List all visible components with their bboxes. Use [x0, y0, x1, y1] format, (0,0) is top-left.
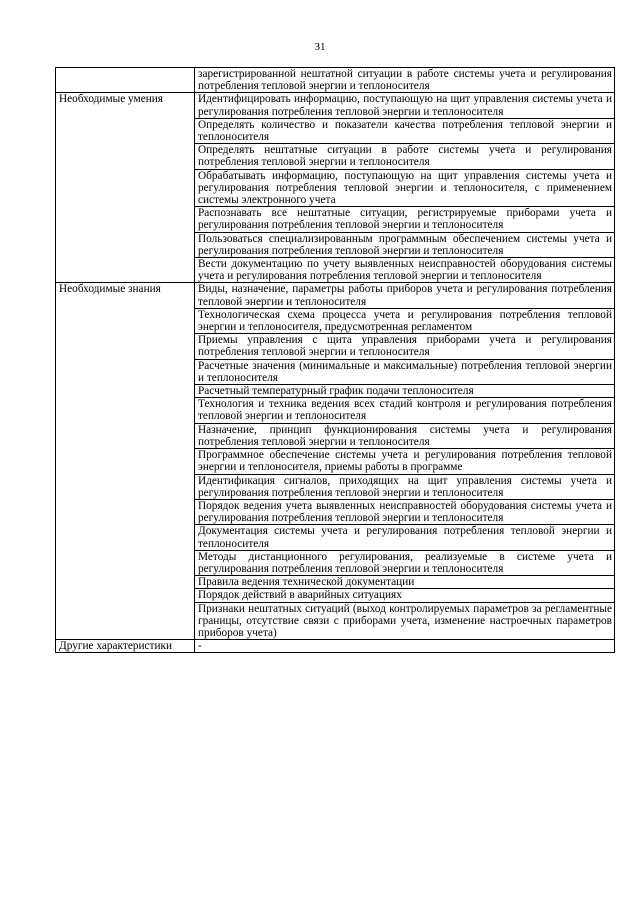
requirement-item: Назначение, принцип функционирования системы учета и регулирования потребления тепловой энергии и теплоносителя: [195, 423, 615, 448]
requirement-item: Приемы управления с щита управления приборами учета и регулирования потребления тепловой энергии и теплоносителя: [195, 334, 615, 359]
requirement-item: Расчетный температурный график подачи теплоносителя: [195, 385, 615, 398]
characteristics-table-body: [56, 68, 615, 653]
requirement-item: Определять количество и показатели качества потребления тепловой энергии и теплоносителя: [195, 118, 615, 143]
requirement-item: Порядок действий в аварийных ситуациях: [195, 589, 615, 602]
requirement-item: Документация системы учета и регулирования потребления тепловой энергии и теплоносителя: [195, 525, 615, 550]
requirement-item: Правила ведения технической документации: [195, 576, 615, 589]
requirement-item: -: [195, 640, 615, 653]
row-label: [56, 68, 195, 93]
requirement-item: Программное обеспечение системы учета и регулирования потребления тепловой энергии и теплоносителя, приемы работы в программе: [195, 449, 615, 474]
row-label: Другие характеристики: [56, 640, 195, 653]
requirement-item: Обрабатывать информацию, поступающую на щит управления системы учета и регулирования потребления тепловой энергии и теплоносителя, с применением системы электронного учета: [195, 169, 615, 207]
requirement-item: Виды, назначение, параметры работы приборов учета и регулирования потребления тепловой энергии и теплоносителя: [195, 283, 615, 308]
requirement-item: Вести документацию по учету выявленных неисправностей оборудования системы учета и регулирования потребления тепловой энергии и теплоносителя: [195, 258, 615, 283]
requirement-item: Идентификация сигналов, приходящих на щит управления системы учета и регулирования потребления тепловой энергии и теплоносителя: [195, 474, 615, 499]
requirement-item: Пользоваться специализированным программным обеспечением системы учета и регулирования потребления тепловой энергии и теплоносителя: [195, 232, 615, 257]
requirement-item: Порядок ведения учета выявленных неисправностей оборудования системы учета и регулирования потребления тепловой энергии и теплоносителя: [195, 499, 615, 524]
row-label: Необходимые умения: [56, 93, 195, 283]
requirement-item: Признаки нештатных ситуаций (выход контролируемых параметров за регламентные границы, отсутствие связи с приборами учета, изменение настроечных параметров приборов учета): [195, 602, 615, 640]
requirement-item: Расчетные значения (минимальные и максимальные) потребления тепловой энергии и теплоносителя: [195, 359, 615, 384]
row-label: Необходимые знания: [56, 283, 195, 640]
table-row: [56, 68, 615, 93]
table-row: [56, 283, 615, 308]
requirement-item: Определять нештатные ситуации в работе системы учета и регулирования потребления тепловой энергии и теплоносителя: [195, 144, 615, 169]
requirement-item: Технологическая схема процесса учета и регулирования потребления тепловой энергии и теплоносителя, предусмотренная регламентом: [195, 308, 615, 333]
characteristics-table: [55, 67, 615, 653]
requirement-item: Распознавать все нештатные ситуации, регистрируемые приборами учета и регулирования потребления тепловой энергии и теплоносителя: [195, 207, 615, 232]
table-row: [56, 93, 615, 118]
table-row: [56, 640, 615, 653]
page-number: 31: [314, 41, 326, 53]
requirement-item: Методы дистанционного регулирования, реализуемые в системе учета и регулирования потребления тепловой энергии и теплоносителя: [195, 550, 615, 575]
requirement-item: зарегистрированной нештатной ситуации в работе системы учета и регулирования потребления тепловой энергии и теплоносителя: [195, 68, 615, 93]
requirement-item: Технология и техника ведения всех стадий контроля и регулирования потребления тепловой энергии и теплоносителя: [195, 398, 615, 423]
requirement-item: Идентифицировать информацию, поступающую на щит управления системы учета и регулирования потребления тепловой энергии и теплоносителя: [195, 93, 615, 118]
